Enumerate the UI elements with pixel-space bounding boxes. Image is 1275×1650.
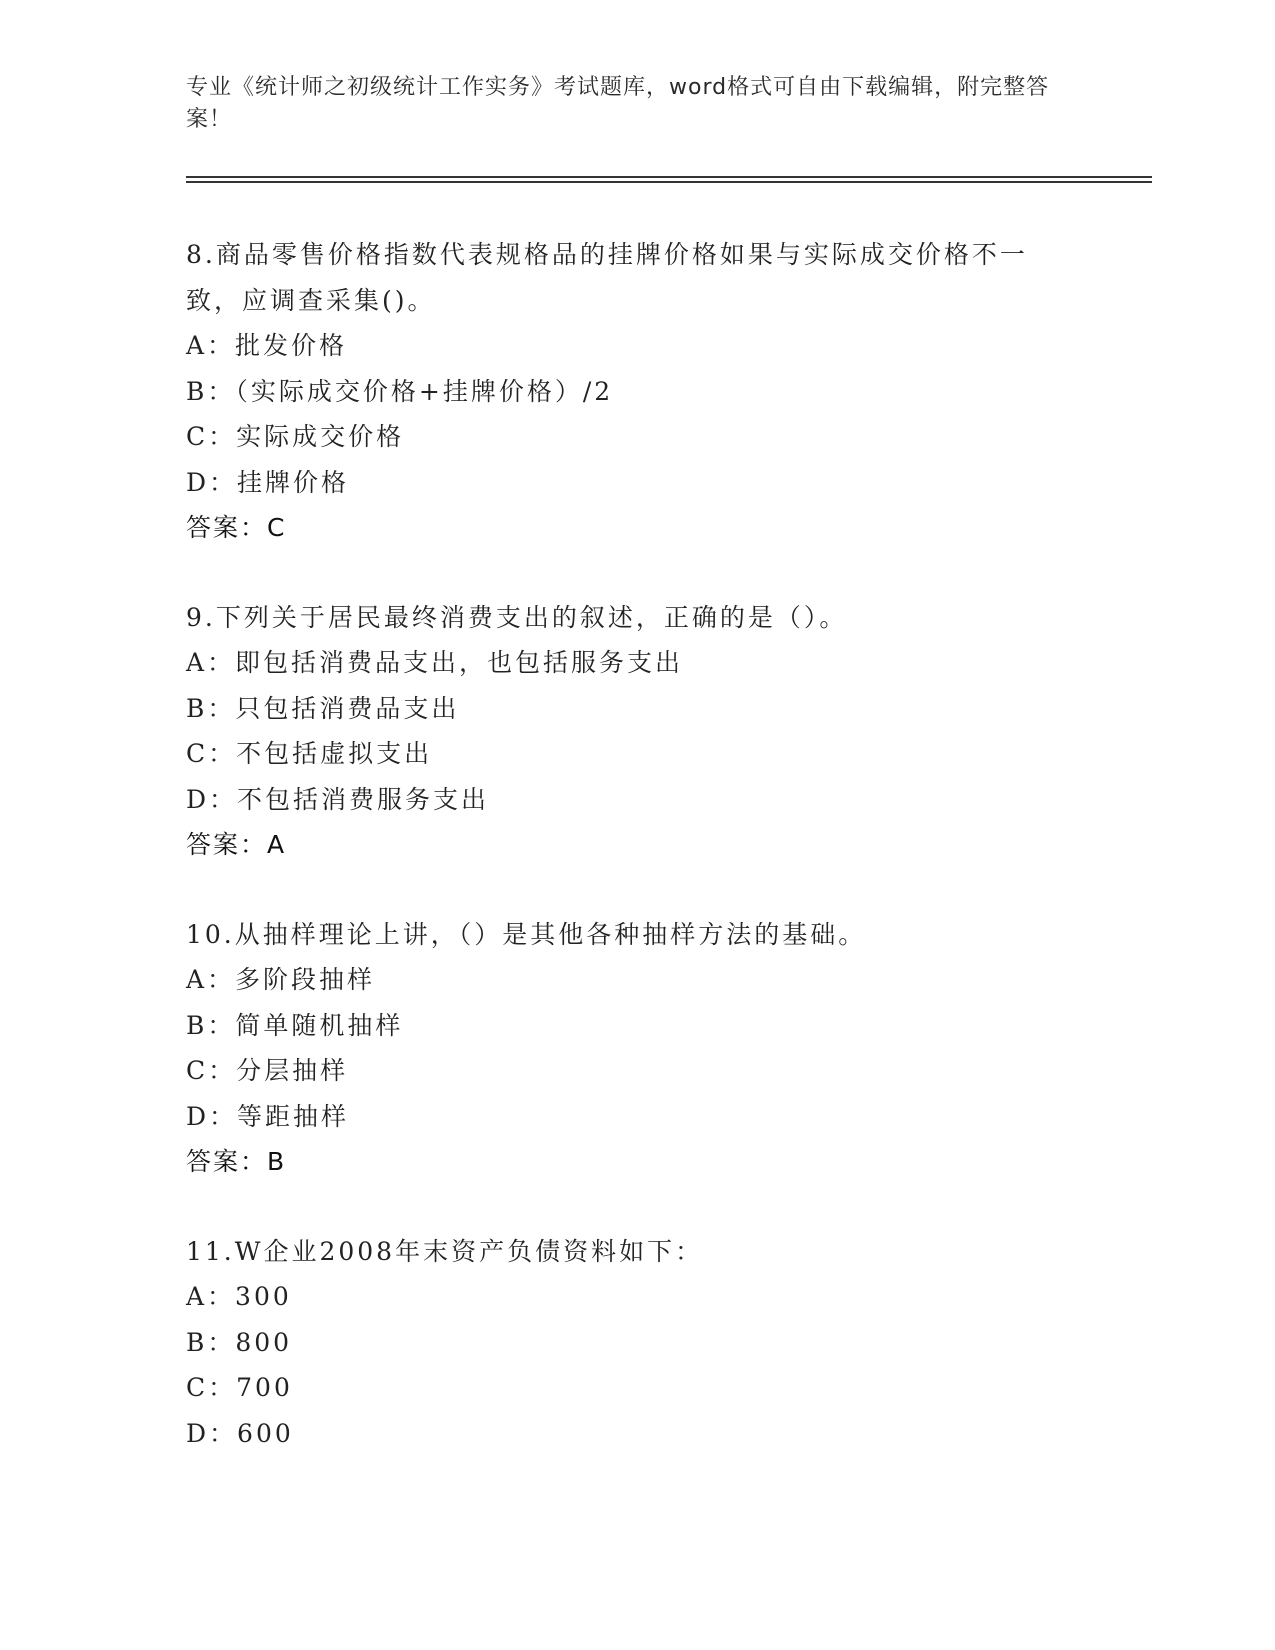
header-divider-bottom [186,181,1152,183]
option-a: A：即包括消费品支出，也包括服务支出 [186,648,684,677]
option-b: B：简单随机抽样 [186,1010,404,1040]
question-list [186,232,1086,1500]
answer-label: 答案：A [186,830,287,859]
option-d: D：600 [186,1418,294,1448]
question-8 [186,232,1086,551]
option-b: B：只包括消费品支出 [186,693,460,723]
option-b: B：800 [186,1327,293,1357]
question-stem: 11.W企业2008年末资产负债资料如下： [186,1236,704,1266]
option-c: C：分层抽样 [186,1056,349,1085]
question-9 [186,595,1086,868]
option-a: A：300 [186,1282,292,1311]
question-10 [186,912,1086,1185]
option-c: C：不包括虚拟支出 [186,739,433,768]
option-a: A：多阶段抽样 [186,965,376,994]
answer-label: 答案：B [186,1147,287,1176]
document-header: 专业《统计师之初级统计工作实务》考试题库，word格式可自由下载编辑，附完整答案！ [186,75,1050,132]
question-stem: 10.从抽样理论上讲，（）是其他各种抽样方法的基础。 [186,919,867,949]
question-stem: 8.商品零售价格指数代表规格品的挂牌价格如果与实际成交价格不一致，应调查采集()。 [186,240,1028,315]
option-c: C：700 [186,1373,293,1402]
question-11 [186,1229,1086,1457]
option-c: C：实际成交价格 [186,422,405,451]
option-a: A：批发价格 [186,331,348,360]
option-d: D：挂牌价格 [186,467,350,497]
question-stem: 9.下列关于居民最终消费支出的叙述，正确的是（）。 [186,602,848,632]
header-divider-top [186,176,1152,178]
answer-label: 答案：C [186,513,287,542]
option-d: D：不包括消费服务支出 [186,784,490,814]
option-b: B：（实际成交价格+挂牌价格）/2 [186,376,614,406]
option-d: D：等距抽样 [186,1101,350,1131]
